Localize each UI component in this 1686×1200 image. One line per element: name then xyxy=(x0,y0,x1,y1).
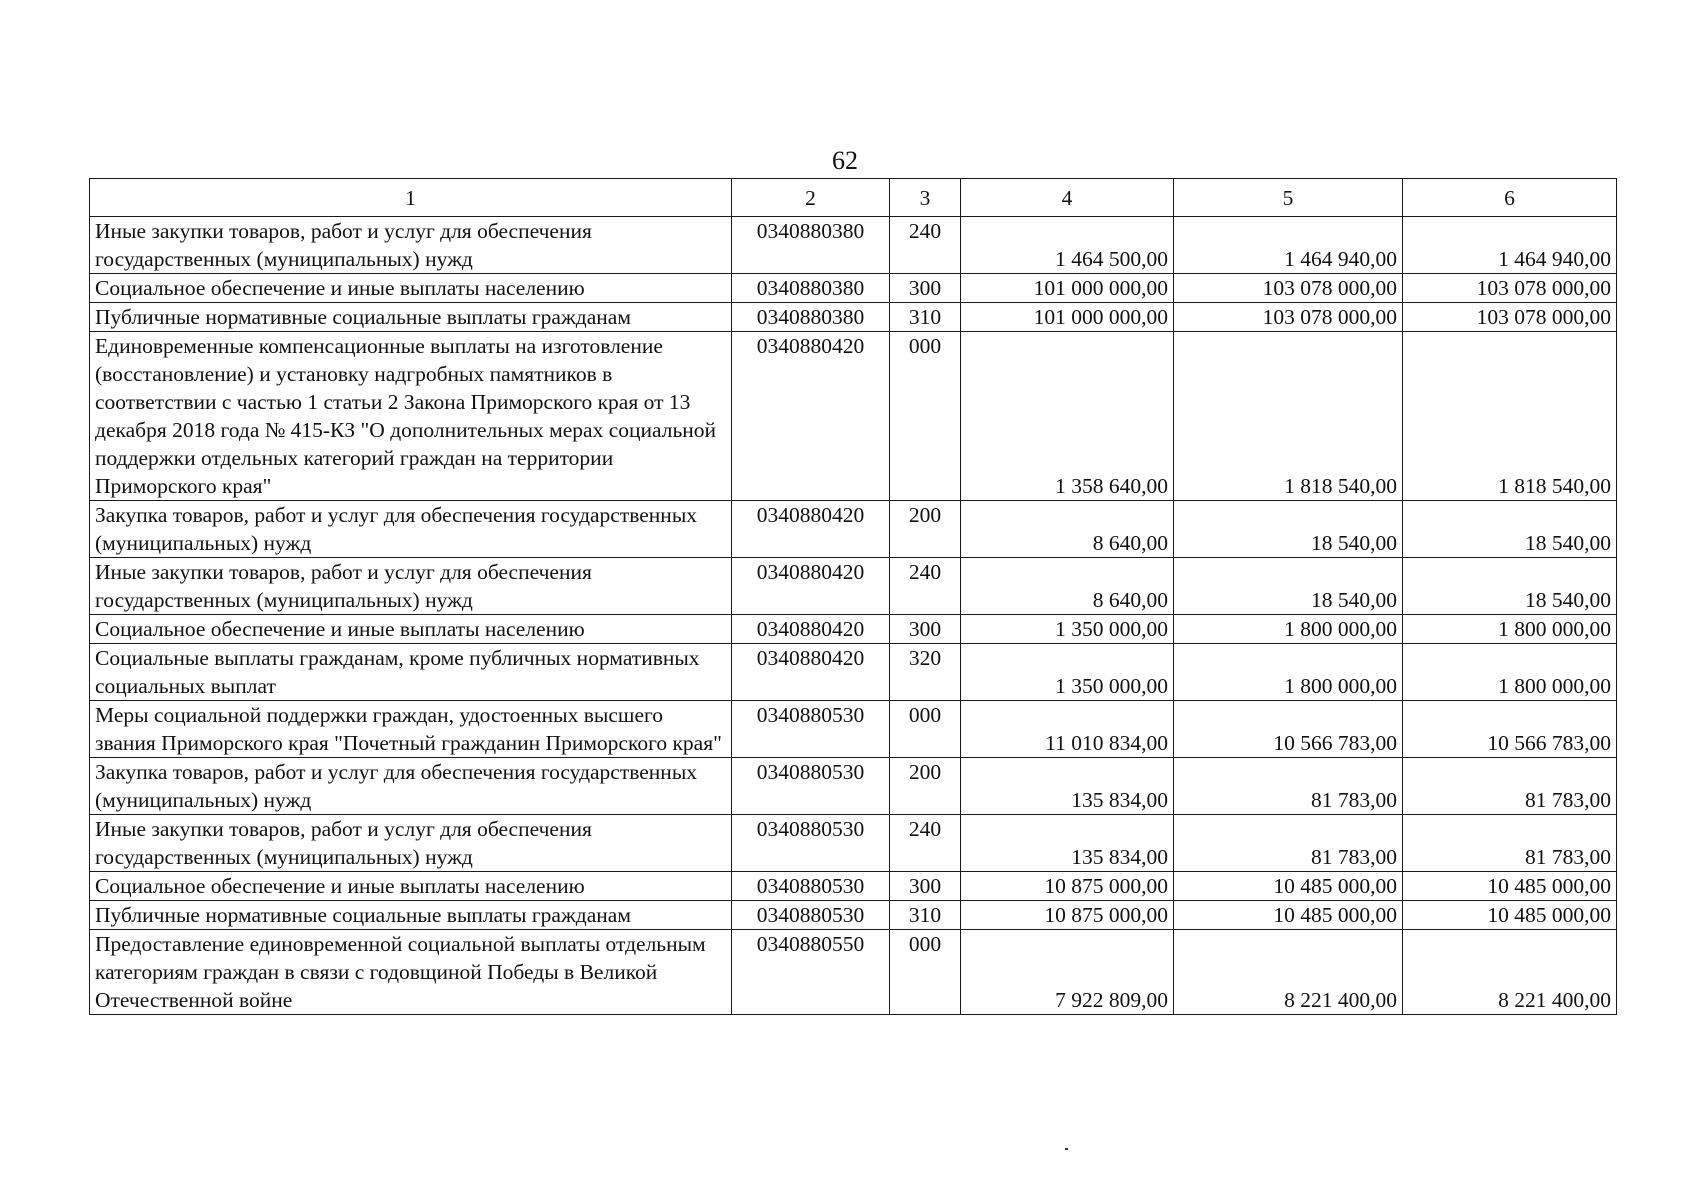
header-col-2: 2 xyxy=(732,179,890,217)
row-name-cell: Единовременные компенсационные выплаты на изготовление (восстановление) и установку надгробных памятников в соответствии с частью 1 статьи 2 Закона Приморского края от 13 декабря 2018 года № 415-КЗ "О дополнительных мерах социальной поддержки отдельных категорий граждан на территории Приморского края" xyxy=(90,332,732,501)
row-code-cell: 0340880420 xyxy=(732,332,890,501)
row-amount-col5-cell: 1 800 000,00 xyxy=(1174,644,1403,701)
row-code-cell: 0340880530 xyxy=(732,758,890,815)
row-name-cell: Меры социальной поддержки граждан, удостоенных высшего звания Приморского края "Почетный гражданин Приморского края" xyxy=(90,701,732,758)
row-code-cell: 0340880380 xyxy=(732,274,890,303)
row-amount-col5-cell: 18 540,00 xyxy=(1174,501,1403,558)
row-amount-col5-cell: 81 783,00 xyxy=(1174,758,1403,815)
row-amount-col6-cell: 18 540,00 xyxy=(1403,558,1617,615)
row-type-cell: 320 xyxy=(890,644,961,701)
row-code-cell: 0340880420 xyxy=(732,615,890,644)
row-type-cell: 240 xyxy=(890,558,961,615)
table-row xyxy=(90,303,1617,332)
table-row xyxy=(90,501,1617,558)
row-type-cell: 310 xyxy=(890,901,961,930)
row-amount-col6-cell: 10 566 783,00 xyxy=(1403,701,1617,758)
row-amount-col6-cell: 1 818 540,00 xyxy=(1403,332,1617,501)
row-name-cell: Социальное обеспечение и иные выплаты населению xyxy=(90,274,732,303)
table-row xyxy=(90,217,1617,274)
table-row xyxy=(90,758,1617,815)
row-code-cell: 0340880380 xyxy=(732,303,890,332)
row-code-cell: 0340880420 xyxy=(732,501,890,558)
row-code-cell: 0340880530 xyxy=(732,901,890,930)
row-code-cell: 0340880550 xyxy=(732,930,890,1015)
row-amount-col4-cell: 1 358 640,00 xyxy=(961,332,1174,501)
row-type-cell: 240 xyxy=(890,217,961,274)
row-name-cell: Предоставление единовременной социальной выплаты отдельным категориям граждан в связи с годовщиной Победы в Великой Отечественной войне xyxy=(90,930,732,1015)
row-code-cell: 0340880530 xyxy=(732,701,890,758)
table-row xyxy=(90,872,1617,901)
table-row xyxy=(90,815,1617,872)
row-type-cell: 300 xyxy=(890,872,961,901)
row-name-cell: Социальные выплаты гражданам, кроме публичных нормативных социальных выплат xyxy=(90,644,732,701)
row-amount-col4-cell: 10 875 000,00 xyxy=(961,901,1174,930)
row-code-cell: 0340880420 xyxy=(732,558,890,615)
header-col-5: 5 xyxy=(1174,179,1403,217)
row-name-cell: Публичные нормативные социальные выплаты гражданам xyxy=(90,901,732,930)
row-type-cell: 310 xyxy=(890,303,961,332)
header-col-3: 3 xyxy=(890,179,961,217)
row-type-cell: 000 xyxy=(890,701,961,758)
row-amount-col5-cell: 103 078 000,00 xyxy=(1174,274,1403,303)
row-name-cell: Социальное обеспечение и иные выплаты населению xyxy=(90,872,732,901)
row-amount-col6-cell: 8 221 400,00 xyxy=(1403,930,1617,1015)
row-code-cell: 0340880530 xyxy=(732,872,890,901)
row-amount-col4-cell: 10 875 000,00 xyxy=(961,872,1174,901)
row-amount-col5-cell: 103 078 000,00 xyxy=(1174,303,1403,332)
header-col-4: 4 xyxy=(961,179,1174,217)
row-type-cell: 300 xyxy=(890,274,961,303)
row-name-cell: Закупка товаров, работ и услуг для обеспечения государственных (муниципальных) нужд xyxy=(90,758,732,815)
row-type-cell: 000 xyxy=(890,332,961,501)
table-body xyxy=(90,217,1617,1015)
row-type-cell: 300 xyxy=(890,615,961,644)
row-name-cell: Социальное обеспечение и иные выплаты населению xyxy=(90,615,732,644)
row-amount-col4-cell: 8 640,00 xyxy=(961,501,1174,558)
row-code-cell: 0340880530 xyxy=(732,815,890,872)
row-amount-col6-cell: 10 485 000,00 xyxy=(1403,872,1617,901)
row-type-cell: 200 xyxy=(890,758,961,815)
row-type-cell: 200 xyxy=(890,501,961,558)
table-row xyxy=(90,274,1617,303)
row-amount-col5-cell: 1 800 000,00 xyxy=(1174,615,1403,644)
row-amount-col5-cell: 18 540,00 xyxy=(1174,558,1403,615)
row-amount-col4-cell: 1 464 500,00 xyxy=(961,217,1174,274)
row-code-cell: 0340880420 xyxy=(732,644,890,701)
table-row xyxy=(90,644,1617,701)
table-row xyxy=(90,558,1617,615)
row-amount-col4-cell: 1 350 000,00 xyxy=(961,615,1174,644)
row-name-cell: Иные закупки товаров, работ и услуг для обеспечения государственных (муниципальных) нужд xyxy=(90,217,732,274)
table-row xyxy=(90,701,1617,758)
row-amount-col6-cell: 10 485 000,00 xyxy=(1403,901,1617,930)
row-amount-col5-cell: 10 485 000,00 xyxy=(1174,872,1403,901)
row-type-cell: 000 xyxy=(890,930,961,1015)
row-amount-col6-cell: 103 078 000,00 xyxy=(1403,274,1617,303)
scan-dot-mark xyxy=(1065,1148,1068,1150)
row-amount-col6-cell: 1 800 000,00 xyxy=(1403,615,1617,644)
row-amount-col6-cell: 81 783,00 xyxy=(1403,815,1617,872)
header-col-6: 6 xyxy=(1403,179,1617,217)
table-row xyxy=(90,901,1617,930)
row-amount-col5-cell: 10 566 783,00 xyxy=(1174,701,1403,758)
table-row xyxy=(90,615,1617,644)
table-row xyxy=(90,332,1617,501)
row-amount-col4-cell: 135 834,00 xyxy=(961,758,1174,815)
row-amount-col6-cell: 18 540,00 xyxy=(1403,501,1617,558)
row-amount-col6-cell: 1 464 940,00 xyxy=(1403,217,1617,274)
row-amount-col4-cell: 101 000 000,00 xyxy=(961,274,1174,303)
row-amount-col5-cell: 10 485 000,00 xyxy=(1174,901,1403,930)
row-name-cell: Закупка товаров, работ и услуг для обеспечения государственных (муниципальных) нужд xyxy=(90,501,732,558)
row-name-cell: Иные закупки товаров, работ и услуг для обеспечения государственных (муниципальных) нужд xyxy=(90,558,732,615)
header-col-1: 1 xyxy=(90,179,732,217)
page-number: 62 xyxy=(832,146,858,175)
row-amount-col6-cell: 1 800 000,00 xyxy=(1403,644,1617,701)
row-amount-col4-cell: 7 922 809,00 xyxy=(961,930,1174,1015)
row-name-cell: Публичные нормативные социальные выплаты гражданам xyxy=(90,303,732,332)
row-code-cell: 0340880380 xyxy=(732,217,890,274)
row-name-cell: Иные закупки товаров, работ и услуг для обеспечения государственных (муниципальных) нужд xyxy=(90,815,732,872)
row-amount-col5-cell: 8 221 400,00 xyxy=(1174,930,1403,1015)
row-amount-col4-cell: 11 010 834,00 xyxy=(961,701,1174,758)
row-amount-col6-cell: 81 783,00 xyxy=(1403,758,1617,815)
row-type-cell: 240 xyxy=(890,815,961,872)
table-header-row xyxy=(90,179,1617,217)
row-amount-col4-cell: 1 350 000,00 xyxy=(961,644,1174,701)
row-amount-col5-cell: 1 818 540,00 xyxy=(1174,332,1403,501)
row-amount-col4-cell: 135 834,00 xyxy=(961,815,1174,872)
table-row xyxy=(90,930,1617,1015)
row-amount-col4-cell: 101 000 000,00 xyxy=(961,303,1174,332)
row-amount-col5-cell: 1 464 940,00 xyxy=(1174,217,1403,274)
row-amount-col5-cell: 81 783,00 xyxy=(1174,815,1403,872)
row-amount-col4-cell: 8 640,00 xyxy=(961,558,1174,615)
budget-table xyxy=(89,178,1617,1015)
row-amount-col6-cell: 103 078 000,00 xyxy=(1403,303,1617,332)
